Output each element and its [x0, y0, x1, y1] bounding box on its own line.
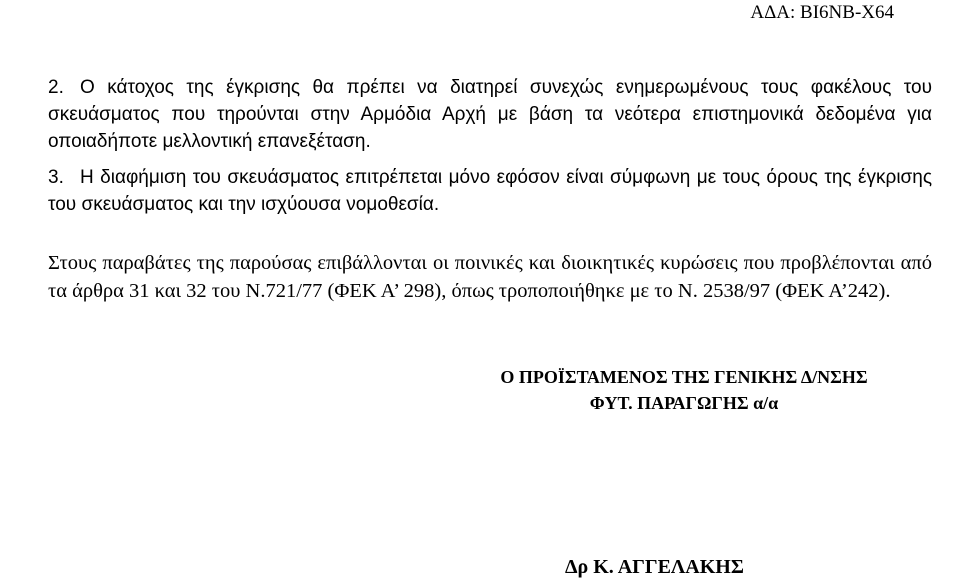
item-number: 3.	[48, 167, 64, 188]
signatory-name: Δρ Κ. ΑΓΓΕΛΑΚΗΣ	[565, 556, 744, 578]
item-text: Ο κάτοχος της έγκρισης θα πρέπει να διατηρεί συνεχώς ενημερωμένους τους φακέλους του σκευάσματος που τηρούνται στην Αρμόδια Αρχή με βάση τα νεότερα επιστημονικά δεδομένα για οποιαδήποτε μελλοντική επανεξέταση.	[48, 77, 932, 152]
list-item	[48, 164, 932, 218]
ada-code: ΑΔΑ: ΒΙ6ΝΒ-Χ64	[750, 2, 894, 23]
penalties-paragraph: Στους παραβάτες της παρούσας επιβάλλονται οι ποινικές και διοικητικές κυρώσεις που προβλέπονται από τα άρθρα 31 και 32 του Ν.721/77 (ΦΕΚ Α’ 298), όπως τροποποιήθηκε με το Ν. 2538/97 (ΦΕΚ Α’242).	[48, 252, 932, 302]
signature-title-line1: Ο ΠΡΟΪΣΤΑΜΕΝΟΣ ΤΗΣ ΓΕΝΙΚΗΣ Δ/ΝΣΗΣ	[500, 367, 868, 387]
item-text: Η διαφήμιση του σκευάσματος επιτρέπεται μόνο εφόσον είναι σύμφωνη με τους όρους της έγκρισης του σκευάσματος και την ισχύουσα νομοθεσία.	[48, 167, 932, 215]
list-item	[48, 74, 932, 155]
signature-title-line2: ΦΥΤ. ΠΑΡΑΓΩΓΗΣ α/α	[589, 393, 779, 413]
item-number: 2.	[48, 77, 64, 98]
